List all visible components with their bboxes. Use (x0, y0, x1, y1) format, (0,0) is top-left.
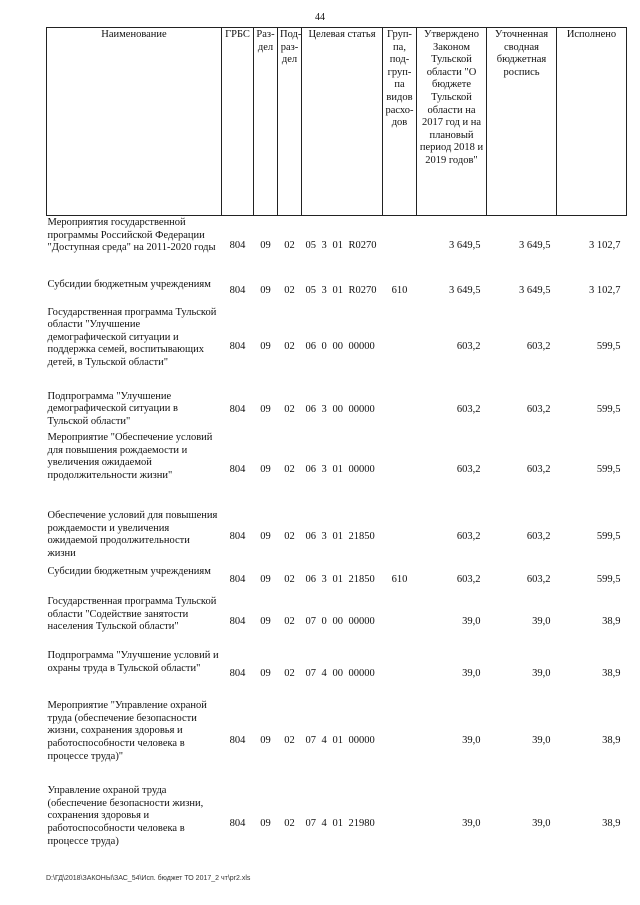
header-podrazdel: Под-раз-дел (278, 28, 302, 216)
row-executed: 599,5 (596, 573, 621, 585)
row-grbs: 804 (229, 463, 246, 475)
row-target-code (302, 784, 383, 864)
row-name: Субсидии бюджетным учреждениям (47, 278, 211, 290)
target-subprogram: 4 (321, 667, 327, 679)
row-podrazdel: 02 (284, 240, 295, 252)
row-name: Мероприятия государственной программы Российской Федерации "Доступная среда" на 2011-2020 годы (47, 217, 216, 254)
row-razdel: 09 (260, 817, 271, 829)
header-razdel: Раз-дел (254, 28, 278, 216)
header-executed: Исполнено (557, 28, 627, 216)
row-refined: 39,0 (532, 615, 551, 627)
file-path-footer: D:\ГД\2018\ЗАКОНЫ\ЗАС_54\Исп. бюджет ТО 2017_2 чт\pr2.xls (46, 875, 251, 882)
target-event: 01 (332, 735, 343, 747)
row-razdel: 09 (260, 404, 271, 416)
table-row (47, 278, 627, 306)
target-event: 01 (332, 573, 343, 585)
target-event: 01 (332, 530, 343, 542)
header-target: Целевая статья (302, 28, 383, 216)
row-razdel: 09 (260, 667, 271, 679)
row-approved: 39,0 (462, 615, 481, 627)
row-target-code (302, 306, 383, 390)
target-direction: 21850 (348, 530, 375, 542)
target-program: 06 (305, 404, 316, 416)
target-direction: 00000 (348, 463, 375, 475)
row-approved: 603,2 (456, 463, 481, 475)
row-group (383, 306, 417, 390)
row-approved: 603,2 (456, 404, 481, 416)
row-group (383, 649, 417, 699)
table-row (47, 390, 627, 432)
target-direction: 21850 (348, 573, 375, 585)
row-group (383, 216, 417, 278)
table-row (47, 649, 627, 699)
row-executed: 3 102,7 (589, 240, 621, 252)
table-row (47, 216, 627, 278)
row-podrazdel: 02 (284, 341, 295, 353)
row-podrazdel: 02 (284, 285, 295, 297)
row-target-code (302, 216, 383, 278)
target-event: 00 (332, 341, 343, 353)
target-program: 07 (305, 735, 316, 747)
target-program: 06 (305, 341, 316, 353)
row-grbs: 804 (229, 240, 246, 252)
row-target-code (302, 431, 383, 509)
row-podrazdel: 02 (284, 463, 295, 475)
row-grbs: 804 (229, 341, 246, 353)
row-refined: 3 649,5 (519, 285, 551, 297)
target-program: 07 (305, 817, 316, 829)
row-refined: 603,2 (526, 573, 551, 585)
row-approved: 39,0 (462, 817, 481, 829)
row-target-code (302, 390, 383, 432)
row-group (383, 390, 417, 432)
header-refined: Уточненная сводная бюджетная роспись (487, 28, 557, 216)
target-event: 01 (332, 240, 343, 252)
row-refined: 603,2 (526, 530, 551, 542)
row-grbs: 804 (229, 530, 246, 542)
header-group: Груп-па, под-груп-па видов расхо-дов (383, 28, 417, 216)
row-razdel: 09 (260, 341, 271, 353)
header-name: Наименование (47, 28, 222, 216)
row-group (383, 595, 417, 649)
row-approved: 3 649,5 (449, 285, 481, 297)
row-executed: 599,5 (596, 404, 621, 416)
row-executed: 3 102,7 (589, 285, 621, 297)
row-group (383, 699, 417, 784)
row-executed: 599,5 (596, 463, 621, 475)
table-row (47, 595, 627, 649)
row-grbs: 804 (229, 404, 246, 416)
row-refined: 39,0 (532, 667, 551, 679)
target-event: 01 (332, 817, 343, 829)
target-direction: 21980 (348, 817, 375, 829)
row-approved: 3 649,5 (449, 240, 481, 252)
budget-table (46, 27, 627, 864)
row-name: Управление охраной труда (обеспечение безопасности жизни, сохранения здоровья и работоспособности человека в процессе труда) (47, 785, 204, 847)
table-row (47, 509, 627, 565)
target-subprogram: 0 (321, 615, 327, 627)
row-target-code (302, 278, 383, 306)
row-executed: 38,9 (602, 615, 621, 627)
target-program: 06 (305, 463, 316, 475)
row-podrazdel: 02 (284, 530, 295, 542)
row-target-code (302, 699, 383, 784)
row-podrazdel: 02 (284, 573, 295, 585)
target-program: 06 (305, 573, 316, 585)
table-row (47, 565, 627, 595)
row-approved: 603,2 (456, 530, 481, 542)
row-name: Подпрограмма "Улучшение условий и охраны труда в Тульской области" (47, 650, 219, 674)
row-target-code (302, 565, 383, 595)
row-executed: 38,9 (602, 667, 621, 679)
row-podrazdel: 02 (284, 667, 295, 679)
table-row (47, 306, 627, 390)
target-program: 07 (305, 615, 316, 627)
row-razdel: 09 (260, 285, 271, 297)
row-podrazdel: 02 (284, 404, 295, 416)
target-event: 01 (332, 285, 343, 297)
row-refined: 39,0 (532, 817, 551, 829)
target-event: 00 (332, 404, 343, 416)
target-subprogram: 3 (321, 285, 327, 297)
row-target-code (302, 509, 383, 565)
table-row (47, 784, 627, 864)
row-grbs: 804 (229, 735, 246, 747)
row-refined: 3 649,5 (519, 240, 551, 252)
row-approved: 603,2 (456, 573, 481, 585)
target-direction: 00000 (348, 667, 375, 679)
target-subprogram: 3 (321, 240, 327, 252)
row-group (383, 509, 417, 565)
row-group: 610 (391, 285, 408, 297)
row-refined: 39,0 (532, 735, 551, 747)
row-executed: 38,9 (602, 817, 621, 829)
row-refined: 603,2 (526, 463, 551, 475)
row-name: Мероприятие "Управление охраной труда (обеспечение безопасности жизни, сохранения здоровья и работоспособности человека в процессе труда)" (47, 700, 207, 762)
table-body (47, 216, 627, 865)
row-executed: 38,9 (602, 735, 621, 747)
row-name: Подпрограмма "Улучшение демографической ситуации в Тульской области" (47, 390, 178, 427)
target-direction: 00000 (348, 341, 375, 353)
row-podrazdel: 02 (284, 615, 295, 627)
target-event: 00 (332, 615, 343, 627)
row-razdel: 09 (260, 240, 271, 252)
row-executed: 599,5 (596, 530, 621, 542)
target-event: 00 (332, 667, 343, 679)
table-row (47, 431, 627, 509)
target-subprogram: 3 (321, 463, 327, 475)
row-refined: 603,2 (526, 341, 551, 353)
row-name: Обеспечение условий для повышения рождаемости и увеличения ожидаемой продолжительности жизни (47, 510, 218, 560)
row-group (383, 431, 417, 509)
row-target-code (302, 595, 383, 649)
target-direction: 00000 (348, 735, 375, 747)
target-subprogram: 3 (321, 573, 327, 585)
row-group: 610 (391, 573, 408, 585)
row-name: Субсидии бюджетным учреждениям (47, 566, 211, 578)
target-subprogram: 3 (321, 530, 327, 542)
row-grbs: 804 (229, 573, 246, 585)
row-approved: 39,0 (462, 667, 481, 679)
header-approved: Утверждено Законом Тульской области "О бюджете Тульской области на 2017 год и на плановый период 2018 и 2019 годов" (417, 28, 487, 216)
row-grbs: 804 (229, 285, 246, 297)
target-program: 06 (305, 530, 316, 542)
target-subprogram: 4 (321, 735, 327, 747)
row-podrazdel: 02 (284, 817, 295, 829)
row-razdel: 09 (260, 530, 271, 542)
row-group (383, 784, 417, 864)
row-grbs: 804 (229, 667, 246, 679)
target-subprogram: 4 (321, 817, 327, 829)
target-program: 07 (305, 667, 316, 679)
row-grbs: 804 (229, 817, 246, 829)
row-razdel: 09 (260, 735, 271, 747)
target-subprogram: 3 (321, 404, 327, 416)
target-direction: R0270 (348, 240, 377, 252)
target-program: 05 (305, 240, 316, 252)
target-direction: 00000 (348, 404, 375, 416)
target-direction: 00000 (348, 615, 375, 627)
row-approved: 603,2 (456, 341, 481, 353)
row-name: Мероприятие "Обеспечение условий для повышения рождаемости и увеличения ожидаемой продолжительности жизни" (47, 432, 213, 482)
target-event: 01 (332, 463, 343, 475)
header-grbs: ГРБС (222, 28, 254, 216)
row-executed: 599,5 (596, 341, 621, 353)
row-razdel: 09 (260, 615, 271, 627)
row-name: Государственная программа Тульской области "Улучшение демографической ситуации и поддержка семей, воспитывающих детей, в Тульской области" (47, 306, 217, 368)
row-approved: 39,0 (462, 735, 481, 747)
row-razdel: 09 (260, 463, 271, 475)
target-direction: R0270 (348, 285, 377, 297)
row-name: Государственная программа Тульской области "Содействие занятости населения Тульской области" (47, 596, 217, 633)
target-program: 05 (305, 285, 316, 297)
page-number: 44 (315, 12, 325, 23)
target-subprogram: 0 (321, 341, 327, 353)
table-row (47, 699, 627, 784)
row-razdel: 09 (260, 573, 271, 585)
row-grbs: 804 (229, 615, 246, 627)
row-podrazdel: 02 (284, 735, 295, 747)
row-target-code (302, 649, 383, 699)
row-refined: 603,2 (526, 404, 551, 416)
